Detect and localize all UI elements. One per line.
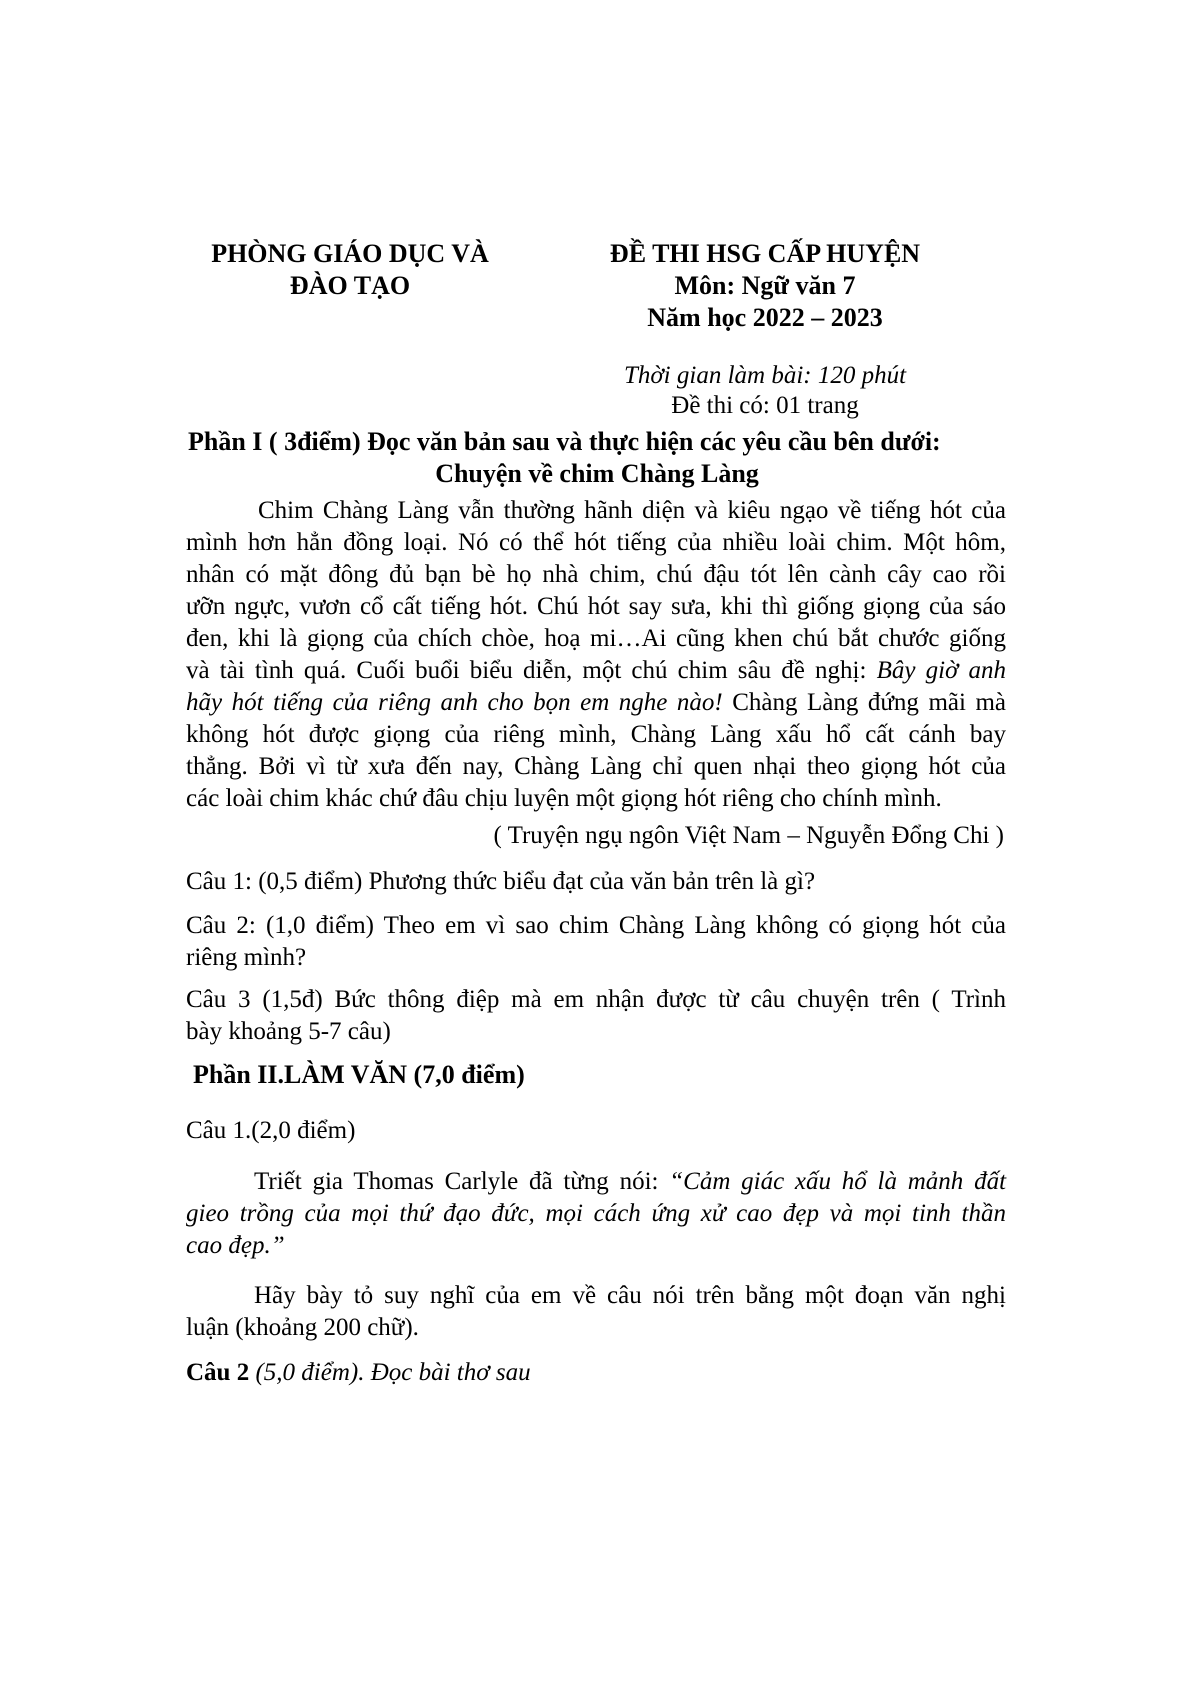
- story-line: Chim Chàng Làng vẫn thường hãnh diện và kiêu ngạo về tiếng hót của: [258, 497, 1006, 524]
- exam-header: [590, 238, 940, 334]
- story-line: không hót được giọng của riêng mình, Chàng Làng xấu hổ cất cánh bay: [186, 721, 1006, 748]
- department-header: [200, 238, 500, 302]
- story-line: thẳng. Bởi vì từ xưa đến nay, Chàng Làng chỉ quen nhại theo giọng hót của: [186, 753, 1006, 780]
- story-line-text: và tài tình quá. Cuối buổi biểu diễn, một chú chim sâu đề nghị:: [186, 657, 867, 684]
- carlyle-quote-start: “Cảm giác xấu hổ là mảnh đất: [669, 1168, 1007, 1195]
- part2-question-2-label: Câu 2: [186, 1359, 250, 1386]
- story-title: Chuyện về chim Chàng Làng: [435, 459, 759, 488]
- part1-heading: Phần I ( 3điểm) Đọc văn bản sau và thực hiện các yêu cầu bên dưới:: [188, 427, 941, 456]
- exam-title: ĐỀ THI HSG CẤP HUYỆN: [609, 239, 921, 268]
- story-line: ưỡn ngực, vươn cổ cất tiếng hót. Chú hót say sưa, khi thì giống giọng của sáo: [186, 593, 1006, 620]
- question-3: [186, 984, 1006, 1048]
- story-source: ( Truyện ngụ ngôn Việt Nam – Nguyễn Đổng Chi ): [493, 822, 1004, 849]
- story-line: nhân có mặt đông đủ bạn bè họ nhà chim, chú đậu tót lên cành cây cao rồi: [186, 561, 1006, 588]
- exam-year: Năm học 2022 – 2023: [647, 303, 883, 332]
- story-line-text: Chàng Làng đứng mãi mà: [732, 689, 1006, 716]
- question-1: Câu 1: (0,5 điểm) Phương thức biểu đạt của văn bản trên là gì?: [186, 868, 816, 895]
- story-paragraph: [186, 495, 1006, 815]
- question-3-line-2: bày khoảng 5-7 câu): [186, 1018, 391, 1045]
- part2-question-1-label: Câu 1.(2,0 điểm): [186, 1117, 356, 1144]
- carlyle-quote-line: gieo trồng của mọi thứ đạo đức, mọi cách ứng xử cao đẹp và mọi tinh thần: [186, 1200, 1006, 1227]
- part2-heading: Phần II.LÀM VĂN (7,0 điểm): [193, 1060, 525, 1089]
- part2-question-2-text: (5,0 điểm). Đọc bài thơ sau: [255, 1359, 531, 1386]
- task-line-2: luận (khoảng 200 chữ).: [186, 1314, 419, 1341]
- story-line: đen, khi là giọng của chích chòe, hoạ mi…Ai cũng khen chú bắt chước giống: [186, 625, 1006, 652]
- question-2-line-1: Câu 2: (1,0 điểm) Theo em vì sao chim Chàng Làng không có giọng hót của: [186, 912, 1006, 939]
- part2-question-1-prompt: [186, 1166, 1006, 1262]
- part2-question-1-task: [186, 1280, 1006, 1344]
- part2-question-2: [186, 1357, 1006, 1389]
- question-2-line-2: riêng mình?: [186, 944, 307, 971]
- prompt-intro: Triết gia Thomas Carlyle đã từng nói:: [254, 1168, 659, 1195]
- question-3-line-1: Câu 3 (1,5đ) Bức thông điệp mà em nhận được từ câu chuyện trên ( Trình: [186, 986, 1006, 1013]
- question-2: [186, 910, 1006, 974]
- exam-page-count: Đề thi có: 01 trang: [671, 392, 859, 419]
- story-line: các loài chim khác chứ đâu chịu luyện một giọng hót riêng cho chính mình.: [186, 785, 942, 812]
- story-line: mình hơn hẳn đồng loại. Nó có thể hót tiếng của nhiều loài chim. Một hôm,: [186, 529, 1006, 556]
- carlyle-quote-end: cao đẹp.”: [186, 1232, 285, 1259]
- story-quote-start: Bây giờ anh: [876, 657, 1007, 684]
- story-line: [186, 655, 1006, 687]
- exam-duration: Thời gian làm bài: 120 phút: [623, 362, 907, 389]
- story-line: [186, 687, 1006, 719]
- story-quote-end: hãy hót tiếng của riêng anh cho bọn em nghe nào!: [186, 689, 723, 716]
- prompt-line: [186, 1166, 1006, 1198]
- exam-subject: Môn: Ngữ văn 7: [674, 271, 856, 300]
- task-line-1: Hãy bày tỏ suy nghĩ của em về câu nói trên bằng một đoạn văn nghị: [254, 1282, 1006, 1309]
- department-line-1: PHÒNG GIÁO DỤC VÀ: [211, 239, 489, 268]
- department-line-2: ĐÀO TẠO: [289, 271, 411, 300]
